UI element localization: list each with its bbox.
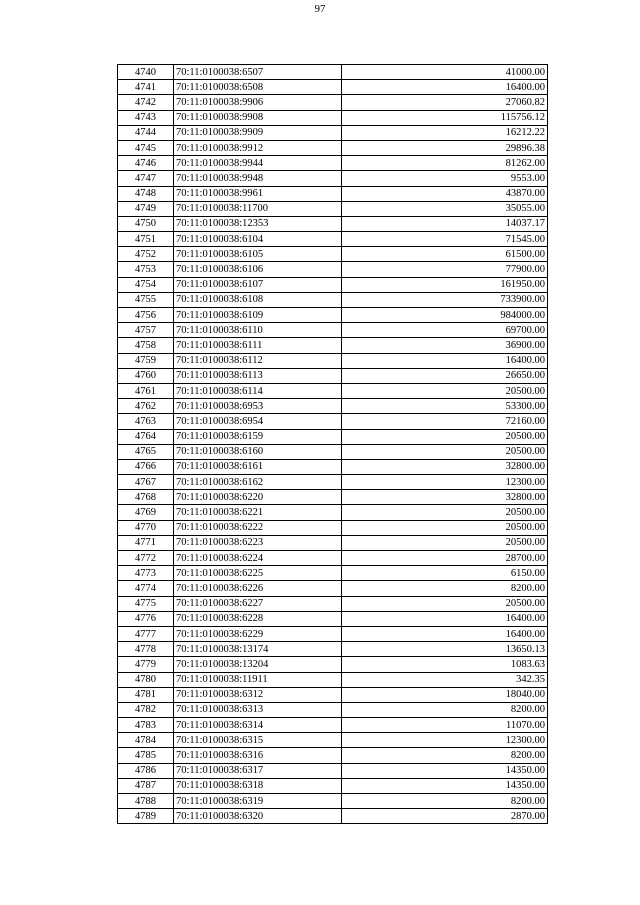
table-row bbox=[118, 687, 548, 702]
cadastral-number-cell: 70:11:0100038:6107 bbox=[174, 277, 342, 292]
table-row bbox=[118, 596, 548, 611]
cadastral-number-cell: 70:11:0100038:6507 bbox=[174, 65, 342, 80]
row-number-cell: 4761 bbox=[118, 383, 174, 398]
row-number-cell: 4740 bbox=[118, 65, 174, 80]
value-cell: 20500.00 bbox=[342, 505, 548, 520]
value-cell: 8200.00 bbox=[342, 581, 548, 596]
cadastral-number-cell: 70:11:0100038:6221 bbox=[174, 505, 342, 520]
cadastral-number-cell: 70:11:0100038:6314 bbox=[174, 718, 342, 733]
table-row bbox=[118, 323, 548, 338]
cadastral-number-cell: 70:11:0100038:6220 bbox=[174, 490, 342, 505]
table-row bbox=[118, 277, 548, 292]
cadastral-number-cell: 70:11:0100038:6113 bbox=[174, 368, 342, 383]
row-number-cell: 4748 bbox=[118, 186, 174, 201]
value-cell: 61500.00 bbox=[342, 247, 548, 262]
row-number-cell: 4746 bbox=[118, 156, 174, 171]
value-cell: 984000.00 bbox=[342, 308, 548, 323]
table-row bbox=[118, 566, 548, 581]
cadastral-number-cell: 70:11:0100038:6312 bbox=[174, 687, 342, 702]
cadastral-number-cell: 70:11:0100038:6105 bbox=[174, 247, 342, 262]
value-cell: 81262.00 bbox=[342, 156, 548, 171]
row-number-cell: 4754 bbox=[118, 277, 174, 292]
table-row bbox=[118, 308, 548, 323]
value-cell: 20500.00 bbox=[342, 383, 548, 398]
cadastral-number-cell: 70:11:0100038:11911 bbox=[174, 672, 342, 687]
table-row bbox=[118, 353, 548, 368]
value-cell: 1083.63 bbox=[342, 657, 548, 672]
cadastral-number-cell: 70:11:0100038:6508 bbox=[174, 80, 342, 95]
table-row bbox=[118, 733, 548, 748]
row-number-cell: 4763 bbox=[118, 414, 174, 429]
value-cell: 16400.00 bbox=[342, 353, 548, 368]
row-number-cell: 4783 bbox=[118, 718, 174, 733]
row-number-cell: 4785 bbox=[118, 748, 174, 763]
value-cell: 77900.00 bbox=[342, 262, 548, 277]
table-row bbox=[118, 232, 548, 247]
cadastral-number-cell: 70:11:0100038:6223 bbox=[174, 535, 342, 550]
cadastral-number-cell: 70:11:0100038:6224 bbox=[174, 551, 342, 566]
table-row bbox=[118, 216, 548, 231]
cadastral-number-cell: 70:11:0100038:6226 bbox=[174, 581, 342, 596]
row-number-cell: 4758 bbox=[118, 338, 174, 353]
row-number-cell: 4752 bbox=[118, 247, 174, 262]
row-number-cell: 4768 bbox=[118, 490, 174, 505]
value-cell: 12300.00 bbox=[342, 733, 548, 748]
cadastral-number-cell: 70:11:0100038:13174 bbox=[174, 642, 342, 657]
table-row bbox=[118, 80, 548, 95]
value-cell: 14350.00 bbox=[342, 763, 548, 778]
row-number-cell: 4766 bbox=[118, 459, 174, 474]
table-row bbox=[118, 292, 548, 307]
cadastral-number-cell: 70:11:0100038:9944 bbox=[174, 156, 342, 171]
value-cell: 6150.00 bbox=[342, 566, 548, 581]
cadastral-number-cell: 70:11:0100038:6229 bbox=[174, 626, 342, 641]
page-number: 97 bbox=[314, 3, 326, 15]
row-number-cell: 4751 bbox=[118, 232, 174, 247]
value-cell: 8200.00 bbox=[342, 748, 548, 763]
row-number-cell: 4745 bbox=[118, 140, 174, 155]
table-row bbox=[118, 110, 548, 125]
cadastral-number-cell: 70:11:0100038:6114 bbox=[174, 383, 342, 398]
cadastral-number-cell: 70:11:0100038:6315 bbox=[174, 733, 342, 748]
row-number-cell: 4782 bbox=[118, 702, 174, 717]
row-number-cell: 4762 bbox=[118, 399, 174, 414]
table-row bbox=[118, 338, 548, 353]
cadastral-number-cell: 70:11:0100038:6227 bbox=[174, 596, 342, 611]
value-cell: 11070.00 bbox=[342, 718, 548, 733]
value-cell: 26650.00 bbox=[342, 368, 548, 383]
row-number-cell: 4765 bbox=[118, 444, 174, 459]
value-cell: 733900.00 bbox=[342, 292, 548, 307]
table-row bbox=[118, 763, 548, 778]
table-row bbox=[118, 611, 548, 626]
table-row bbox=[118, 156, 548, 171]
table-row bbox=[118, 809, 548, 824]
table-row bbox=[118, 642, 548, 657]
row-number-cell: 4757 bbox=[118, 323, 174, 338]
cadastral-number-cell: 70:11:0100038:6320 bbox=[174, 809, 342, 824]
cadastral-number-cell: 70:11:0100038:6161 bbox=[174, 459, 342, 474]
value-cell: 20500.00 bbox=[342, 596, 548, 611]
value-cell: 8200.00 bbox=[342, 702, 548, 717]
table-row bbox=[118, 262, 548, 277]
value-cell: 20500.00 bbox=[342, 429, 548, 444]
row-number-cell: 4747 bbox=[118, 171, 174, 186]
cadastral-number-cell: 70:11:0100038:6111 bbox=[174, 338, 342, 353]
table-row bbox=[118, 535, 548, 550]
table-row bbox=[118, 520, 548, 535]
cadastral-number-cell: 70:11:0100038:9961 bbox=[174, 186, 342, 201]
cadastral-number-cell: 70:11:0100038:6953 bbox=[174, 399, 342, 414]
table-row bbox=[118, 718, 548, 733]
row-number-cell: 4781 bbox=[118, 687, 174, 702]
table-row bbox=[118, 505, 548, 520]
row-number-cell: 4784 bbox=[118, 733, 174, 748]
row-number-cell: 4779 bbox=[118, 657, 174, 672]
value-cell: 115756.12 bbox=[342, 110, 548, 125]
table-row bbox=[118, 702, 548, 717]
table-row bbox=[118, 444, 548, 459]
row-number-cell: 4759 bbox=[118, 353, 174, 368]
cadastral-number-cell: 70:11:0100038:6222 bbox=[174, 520, 342, 535]
row-number-cell: 4780 bbox=[118, 672, 174, 687]
row-number-cell: 4773 bbox=[118, 566, 174, 581]
cadastral-number-cell: 70:11:0100038:6313 bbox=[174, 702, 342, 717]
cadastral-number-cell: 70:11:0100038:9908 bbox=[174, 110, 342, 125]
table-row bbox=[118, 201, 548, 216]
row-number-cell: 4741 bbox=[118, 80, 174, 95]
row-number-cell: 4777 bbox=[118, 626, 174, 641]
value-cell: 71545.00 bbox=[342, 232, 548, 247]
table-row bbox=[118, 475, 548, 490]
table-row bbox=[118, 368, 548, 383]
row-number-cell: 4788 bbox=[118, 794, 174, 809]
cadastral-number-cell: 70:11:0100038:9912 bbox=[174, 140, 342, 155]
row-number-cell: 4772 bbox=[118, 551, 174, 566]
value-cell: 16400.00 bbox=[342, 626, 548, 641]
table-row bbox=[118, 581, 548, 596]
cadastral-number-cell: 70:11:0100038:6316 bbox=[174, 748, 342, 763]
table-row bbox=[118, 626, 548, 641]
row-number-cell: 4767 bbox=[118, 475, 174, 490]
row-number-cell: 4742 bbox=[118, 95, 174, 110]
registry-table-body bbox=[118, 65, 548, 824]
value-cell: 36900.00 bbox=[342, 338, 548, 353]
cadastral-number-cell: 70:11:0100038:6319 bbox=[174, 794, 342, 809]
table-row bbox=[118, 490, 548, 505]
value-cell: 14037.17 bbox=[342, 216, 548, 231]
value-cell: 8200.00 bbox=[342, 794, 548, 809]
value-cell: 28700.00 bbox=[342, 551, 548, 566]
table-row bbox=[118, 794, 548, 809]
table-row bbox=[118, 140, 548, 155]
cadastral-number-cell: 70:11:0100038:6112 bbox=[174, 353, 342, 368]
row-number-cell: 4764 bbox=[118, 429, 174, 444]
cadastral-number-cell: 70:11:0100038:6110 bbox=[174, 323, 342, 338]
row-number-cell: 4744 bbox=[118, 125, 174, 140]
cadastral-number-cell: 70:11:0100038:6160 bbox=[174, 444, 342, 459]
row-number-cell: 4786 bbox=[118, 763, 174, 778]
row-number-cell: 4769 bbox=[118, 505, 174, 520]
table-row bbox=[118, 125, 548, 140]
cadastral-number-cell: 70:11:0100038:12353 bbox=[174, 216, 342, 231]
table-row bbox=[118, 657, 548, 672]
row-number-cell: 4775 bbox=[118, 596, 174, 611]
value-cell: 43870.00 bbox=[342, 186, 548, 201]
cadastral-number-cell: 70:11:0100038:6108 bbox=[174, 292, 342, 307]
value-cell: 27060.82 bbox=[342, 95, 548, 110]
row-number-cell: 4756 bbox=[118, 308, 174, 323]
value-cell: 13650.13 bbox=[342, 642, 548, 657]
cadastral-number-cell: 70:11:0100038:9909 bbox=[174, 125, 342, 140]
value-cell: 32800.00 bbox=[342, 490, 548, 505]
cadastral-number-cell: 70:11:0100038:9948 bbox=[174, 171, 342, 186]
row-number-cell: 4771 bbox=[118, 535, 174, 550]
table-row bbox=[118, 672, 548, 687]
cadastral-number-cell: 70:11:0100038:11700 bbox=[174, 201, 342, 216]
table-row bbox=[118, 551, 548, 566]
table-row bbox=[118, 383, 548, 398]
value-cell: 29896.38 bbox=[342, 140, 548, 155]
value-cell: 16400.00 bbox=[342, 80, 548, 95]
value-cell: 342.35 bbox=[342, 672, 548, 687]
cadastral-number-cell: 70:11:0100038:6159 bbox=[174, 429, 342, 444]
row-number-cell: 4743 bbox=[118, 110, 174, 125]
table-row bbox=[118, 247, 548, 262]
table-row bbox=[118, 748, 548, 763]
table-row bbox=[118, 65, 548, 80]
value-cell: 12300.00 bbox=[342, 475, 548, 490]
value-cell: 16212.22 bbox=[342, 125, 548, 140]
cadastral-number-cell: 70:11:0100038:6318 bbox=[174, 778, 342, 793]
row-number-cell: 4755 bbox=[118, 292, 174, 307]
row-number-cell: 4789 bbox=[118, 809, 174, 824]
table-row bbox=[118, 186, 548, 201]
registry-table bbox=[117, 64, 548, 824]
row-number-cell: 4749 bbox=[118, 201, 174, 216]
table-row bbox=[118, 95, 548, 110]
value-cell: 9553.00 bbox=[342, 171, 548, 186]
table-row bbox=[118, 459, 548, 474]
value-cell: 69700.00 bbox=[342, 323, 548, 338]
row-number-cell: 4778 bbox=[118, 642, 174, 657]
value-cell: 16400.00 bbox=[342, 611, 548, 626]
row-number-cell: 4776 bbox=[118, 611, 174, 626]
row-number-cell: 4774 bbox=[118, 581, 174, 596]
value-cell: 2870.00 bbox=[342, 809, 548, 824]
value-cell: 20500.00 bbox=[342, 520, 548, 535]
value-cell: 161950.00 bbox=[342, 277, 548, 292]
value-cell: 32800.00 bbox=[342, 459, 548, 474]
row-number-cell: 4760 bbox=[118, 368, 174, 383]
table-row bbox=[118, 399, 548, 414]
row-number-cell: 4787 bbox=[118, 778, 174, 793]
row-number-cell: 4753 bbox=[118, 262, 174, 277]
value-cell: 72160.00 bbox=[342, 414, 548, 429]
table-row bbox=[118, 414, 548, 429]
value-cell: 20500.00 bbox=[342, 535, 548, 550]
table-row bbox=[118, 429, 548, 444]
value-cell: 53300.00 bbox=[342, 399, 548, 414]
cadastral-number-cell: 70:11:0100038:6109 bbox=[174, 308, 342, 323]
cadastral-number-cell: 70:11:0100038:6228 bbox=[174, 611, 342, 626]
row-number-cell: 4750 bbox=[118, 216, 174, 231]
cadastral-number-cell: 70:11:0100038:6104 bbox=[174, 232, 342, 247]
value-cell: 18040.00 bbox=[342, 687, 548, 702]
row-number-cell: 4770 bbox=[118, 520, 174, 535]
value-cell: 35055.00 bbox=[342, 201, 548, 216]
cadastral-number-cell: 70:11:0100038:9906 bbox=[174, 95, 342, 110]
value-cell: 20500.00 bbox=[342, 444, 548, 459]
cadastral-number-cell: 70:11:0100038:13204 bbox=[174, 657, 342, 672]
cadastral-number-cell: 70:11:0100038:6317 bbox=[174, 763, 342, 778]
cadastral-number-cell: 70:11:0100038:6162 bbox=[174, 475, 342, 490]
cadastral-number-cell: 70:11:0100038:6225 bbox=[174, 566, 342, 581]
cadastral-number-cell: 70:11:0100038:6106 bbox=[174, 262, 342, 277]
cadastral-number-cell: 70:11:0100038:6954 bbox=[174, 414, 342, 429]
value-cell: 14350.00 bbox=[342, 778, 548, 793]
table-row bbox=[118, 171, 548, 186]
value-cell: 41000.00 bbox=[342, 65, 548, 80]
table-row bbox=[118, 778, 548, 793]
